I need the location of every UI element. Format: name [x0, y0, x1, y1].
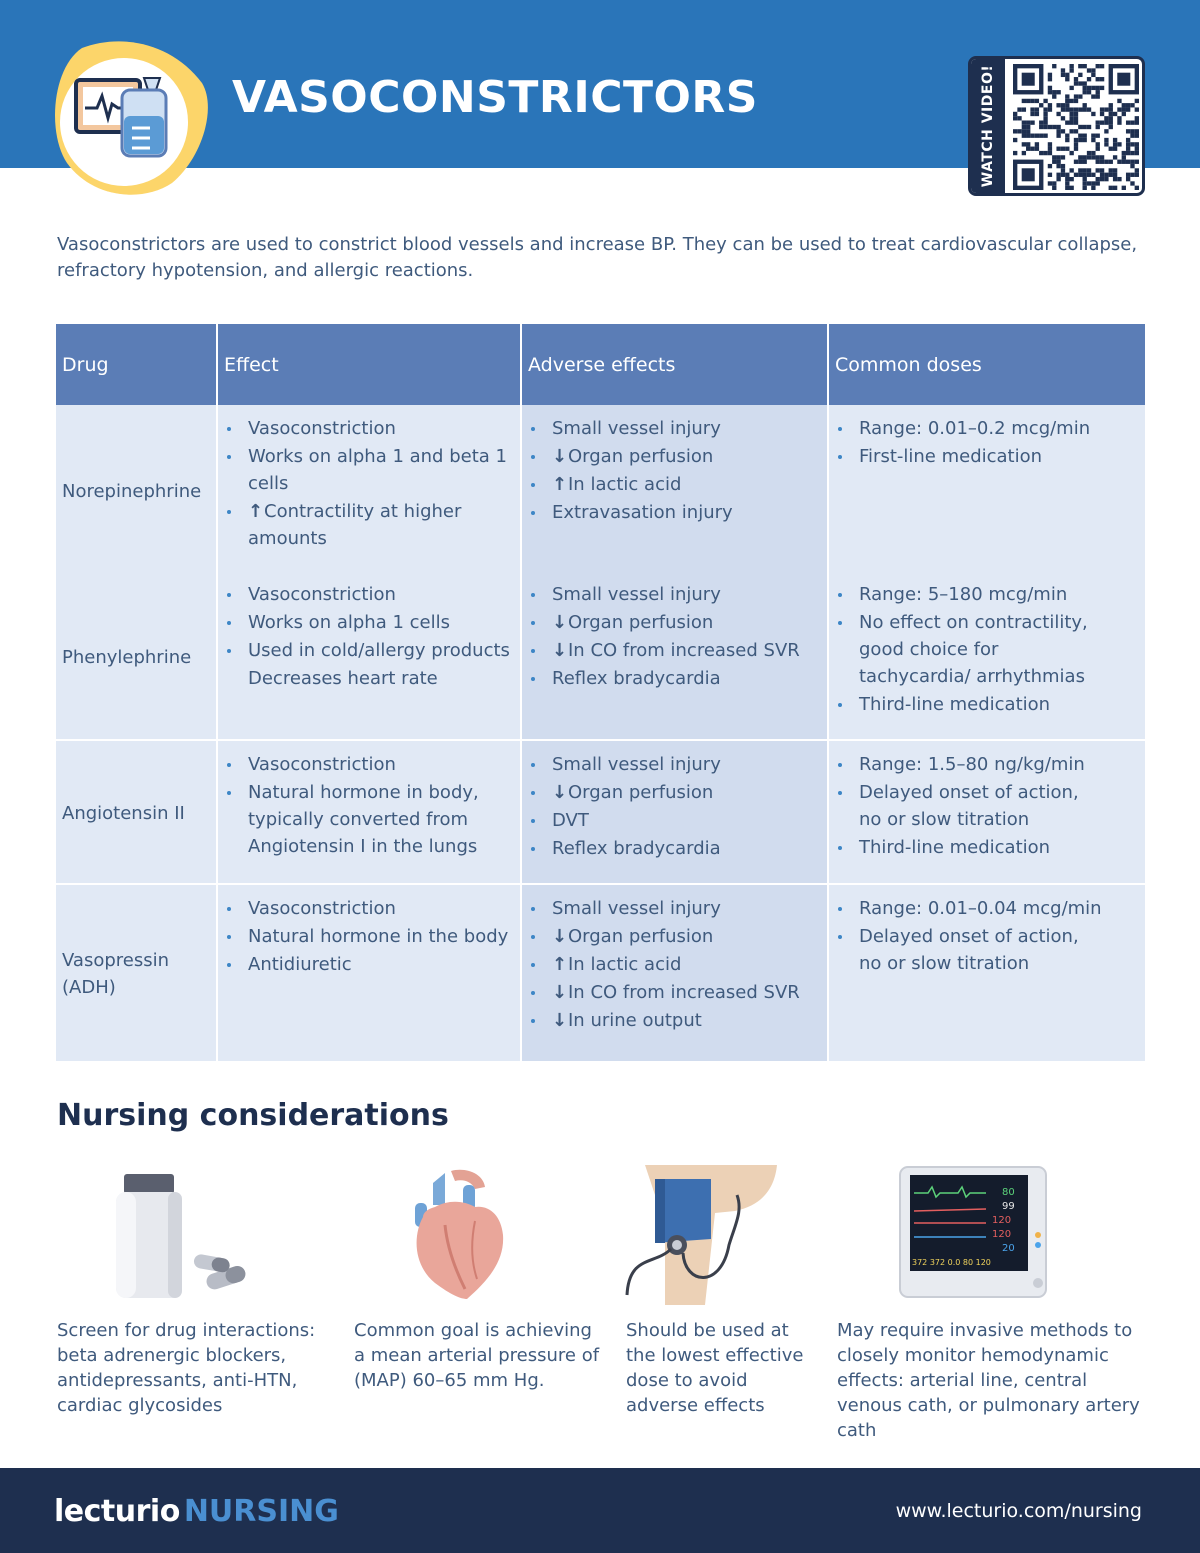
list-item: Range: 1.5–80 ng/kg/min: [835, 751, 1139, 778]
list-item: Natural hormone in the body: [224, 923, 514, 950]
list-item: Small vessel injury: [528, 751, 821, 778]
list-item: Small vessel injury: [528, 415, 821, 442]
doses-cell: [829, 885, 1145, 1061]
list-item: Natural hormone in body, typically converted from Angiotensin I in the lungs: [224, 779, 514, 860]
nursing-item: Screen for drug interactions: beta adrenergic blockers, antidepressants, anti-HTN, cardiac glycosides: [57, 1320, 316, 1416]
list-item: Vasoconstriction: [224, 751, 514, 778]
list-item: Works on alpha 1 cells: [224, 609, 514, 636]
effect-cell: [218, 741, 522, 883]
drug-name: Norepinephrine: [62, 481, 202, 502]
header-effect: Effect: [218, 324, 522, 405]
list-item: DVT: [528, 807, 821, 834]
arrow-down-icon: ↓: [552, 1010, 568, 1031]
monitor-value: 99: [1002, 1201, 1015, 1212]
nursing-item: Common goal is achieving a mean arterial pressure of (MAP) 60–65 mm Hg.: [354, 1320, 600, 1391]
brand-name: lecturio: [54, 1494, 180, 1529]
watch-video-qr[interactable]: [968, 56, 1145, 196]
arrow-up-icon: ↑: [552, 474, 568, 495]
doses-cell: [829, 405, 1145, 739]
list-item: Small vessel injury: [528, 895, 821, 922]
watch-video-label: WATCH VIDEO!: [980, 64, 996, 188]
drug-cell: [56, 885, 218, 1061]
table-row: [56, 739, 1145, 883]
arrow-down-icon: ↓: [552, 612, 568, 633]
list-item: Reflex bradycardia: [528, 835, 821, 862]
header-adverse-effects: Adverse effects: [522, 324, 829, 405]
intro-text: Vasoconstrictors are used to constrict blood vessels and increase BP. They can be used to treat cardiovascular collapse, refractory hypotension, and allergic reactions.: [57, 234, 1138, 281]
arrow-down-icon: ↓: [552, 446, 568, 467]
list-item: ↓Organ perfusion: [528, 923, 821, 950]
list-item: ↓Organ perfusion: [528, 443, 821, 470]
nursing-item: Should be used at the lowest effective dose to avoid adverse effects: [626, 1320, 804, 1416]
header-common-doses: Common doses: [835, 353, 982, 376]
watch-video-label-strip: [971, 59, 1005, 193]
list-item: Delayed onset of action, no or slow titration: [835, 779, 1139, 833]
heart-illustration: [405, 1165, 510, 1301]
list-item: ↑In lactic acid: [528, 951, 821, 978]
monitor-value: 20: [1002, 1243, 1015, 1254]
arrow-down-icon: ↓: [552, 926, 568, 947]
effect-cell: [218, 885, 522, 1061]
list-item: Third-line medication: [835, 691, 1139, 718]
drug-cell: [56, 405, 218, 739]
list-item: Extravasation injury: [528, 499, 821, 526]
footer: [0, 1468, 1200, 1553]
list-item: ↓Organ perfusion: [528, 779, 821, 806]
effect-cell: [218, 405, 522, 739]
drug-table: [56, 324, 1145, 1061]
list-item: ↓Organ perfusion: [528, 609, 821, 636]
table-header-row: [56, 324, 1145, 405]
list-item: Works on alpha 1 and beta 1 cells: [224, 443, 514, 497]
arrow-up-icon: ↑: [248, 501, 264, 522]
drug-name: Angiotensin II: [62, 802, 185, 824]
monitor-value: 120: [992, 1229, 1012, 1240]
brand-suffix: NURSING: [183, 1494, 339, 1529]
list-item: Delayed onset of action, no or slow titration: [835, 923, 1139, 977]
list-item: Vasoconstriction: [224, 415, 514, 442]
arrow-down-icon: ↓: [552, 782, 568, 803]
list-item: Small vessel injury: [528, 581, 821, 608]
list-item: ↓In CO from increased SVR: [528, 637, 821, 664]
list-item: Third-line medication: [835, 834, 1139, 861]
table-row: [56, 405, 1145, 739]
header-drug: Drug: [56, 324, 218, 405]
monitor-value: 120: [992, 1215, 1012, 1226]
list-item: ↓In urine output: [528, 1007, 821, 1034]
arrow-down-icon: ↓: [552, 982, 568, 1003]
lecturio-nursing-logo[interactable]: [54, 1494, 339, 1529]
list-item: Antidiuretic: [224, 951, 514, 978]
drug-name: Phenylephrine: [62, 647, 192, 668]
monitor-bottom-values: 372 372 0.0 80 120: [912, 1258, 991, 1267]
patient-monitor-illustration: [898, 1165, 1048, 1300]
list-item: Range: 0.01–0.04 mcg/min: [835, 895, 1139, 922]
list-item: Reflex bradycardia: [528, 665, 821, 692]
drug-cell: [56, 741, 218, 883]
blood-pressure-cuff-illustration: [625, 1165, 780, 1305]
list-item: Vasoconstriction: [224, 581, 514, 608]
list-item: ↓In CO from increased SVR: [528, 979, 821, 1006]
table-row: [56, 883, 1145, 1061]
arrow-down-icon: ↓: [552, 640, 568, 661]
list-item: Decreases heart rate: [248, 668, 438, 689]
pill-bottle-illustration: [110, 1170, 255, 1300]
qr-code[interactable]: [1013, 64, 1139, 190]
list-item: Used in cold/allergy products: [224, 637, 514, 664]
page-title: VASOCONSTRICTORS: [232, 72, 758, 123]
nursing-considerations-title: Nursing considerations: [57, 1098, 449, 1133]
list-item: ↑Contractility at higher amounts: [224, 498, 514, 552]
list-item: No effect on contractility, good choice for tachycardia/ arrhythmias: [835, 609, 1139, 690]
footer-url-link[interactable]: www.lecturio.com/nursing: [895, 1500, 1142, 1522]
adverse-cell: [522, 405, 829, 739]
monitor-value: 80: [1002, 1187, 1015, 1198]
list-item: Range: 0.01–0.2 mcg/min: [835, 415, 1139, 442]
monitor-iv-bag-icon: [52, 38, 212, 198]
list-item: ↑In lactic acid: [528, 471, 821, 498]
list-item: First-line medication: [835, 443, 1139, 470]
doses-cell: [829, 741, 1145, 883]
list-item: Range: 5–180 mcg/min: [835, 581, 1139, 608]
adverse-cell: [522, 741, 829, 883]
arrow-up-icon: ↑: [552, 954, 568, 975]
nursing-item: May require invasive methods to closely monitor hemodynamic effects: arterial line, central venous cath, or pulmonary artery cath: [837, 1320, 1140, 1441]
adverse-cell: [522, 885, 829, 1061]
drug-name: Vasopressin (ADH): [62, 950, 170, 998]
list-item: Vasoconstriction: [224, 895, 514, 922]
